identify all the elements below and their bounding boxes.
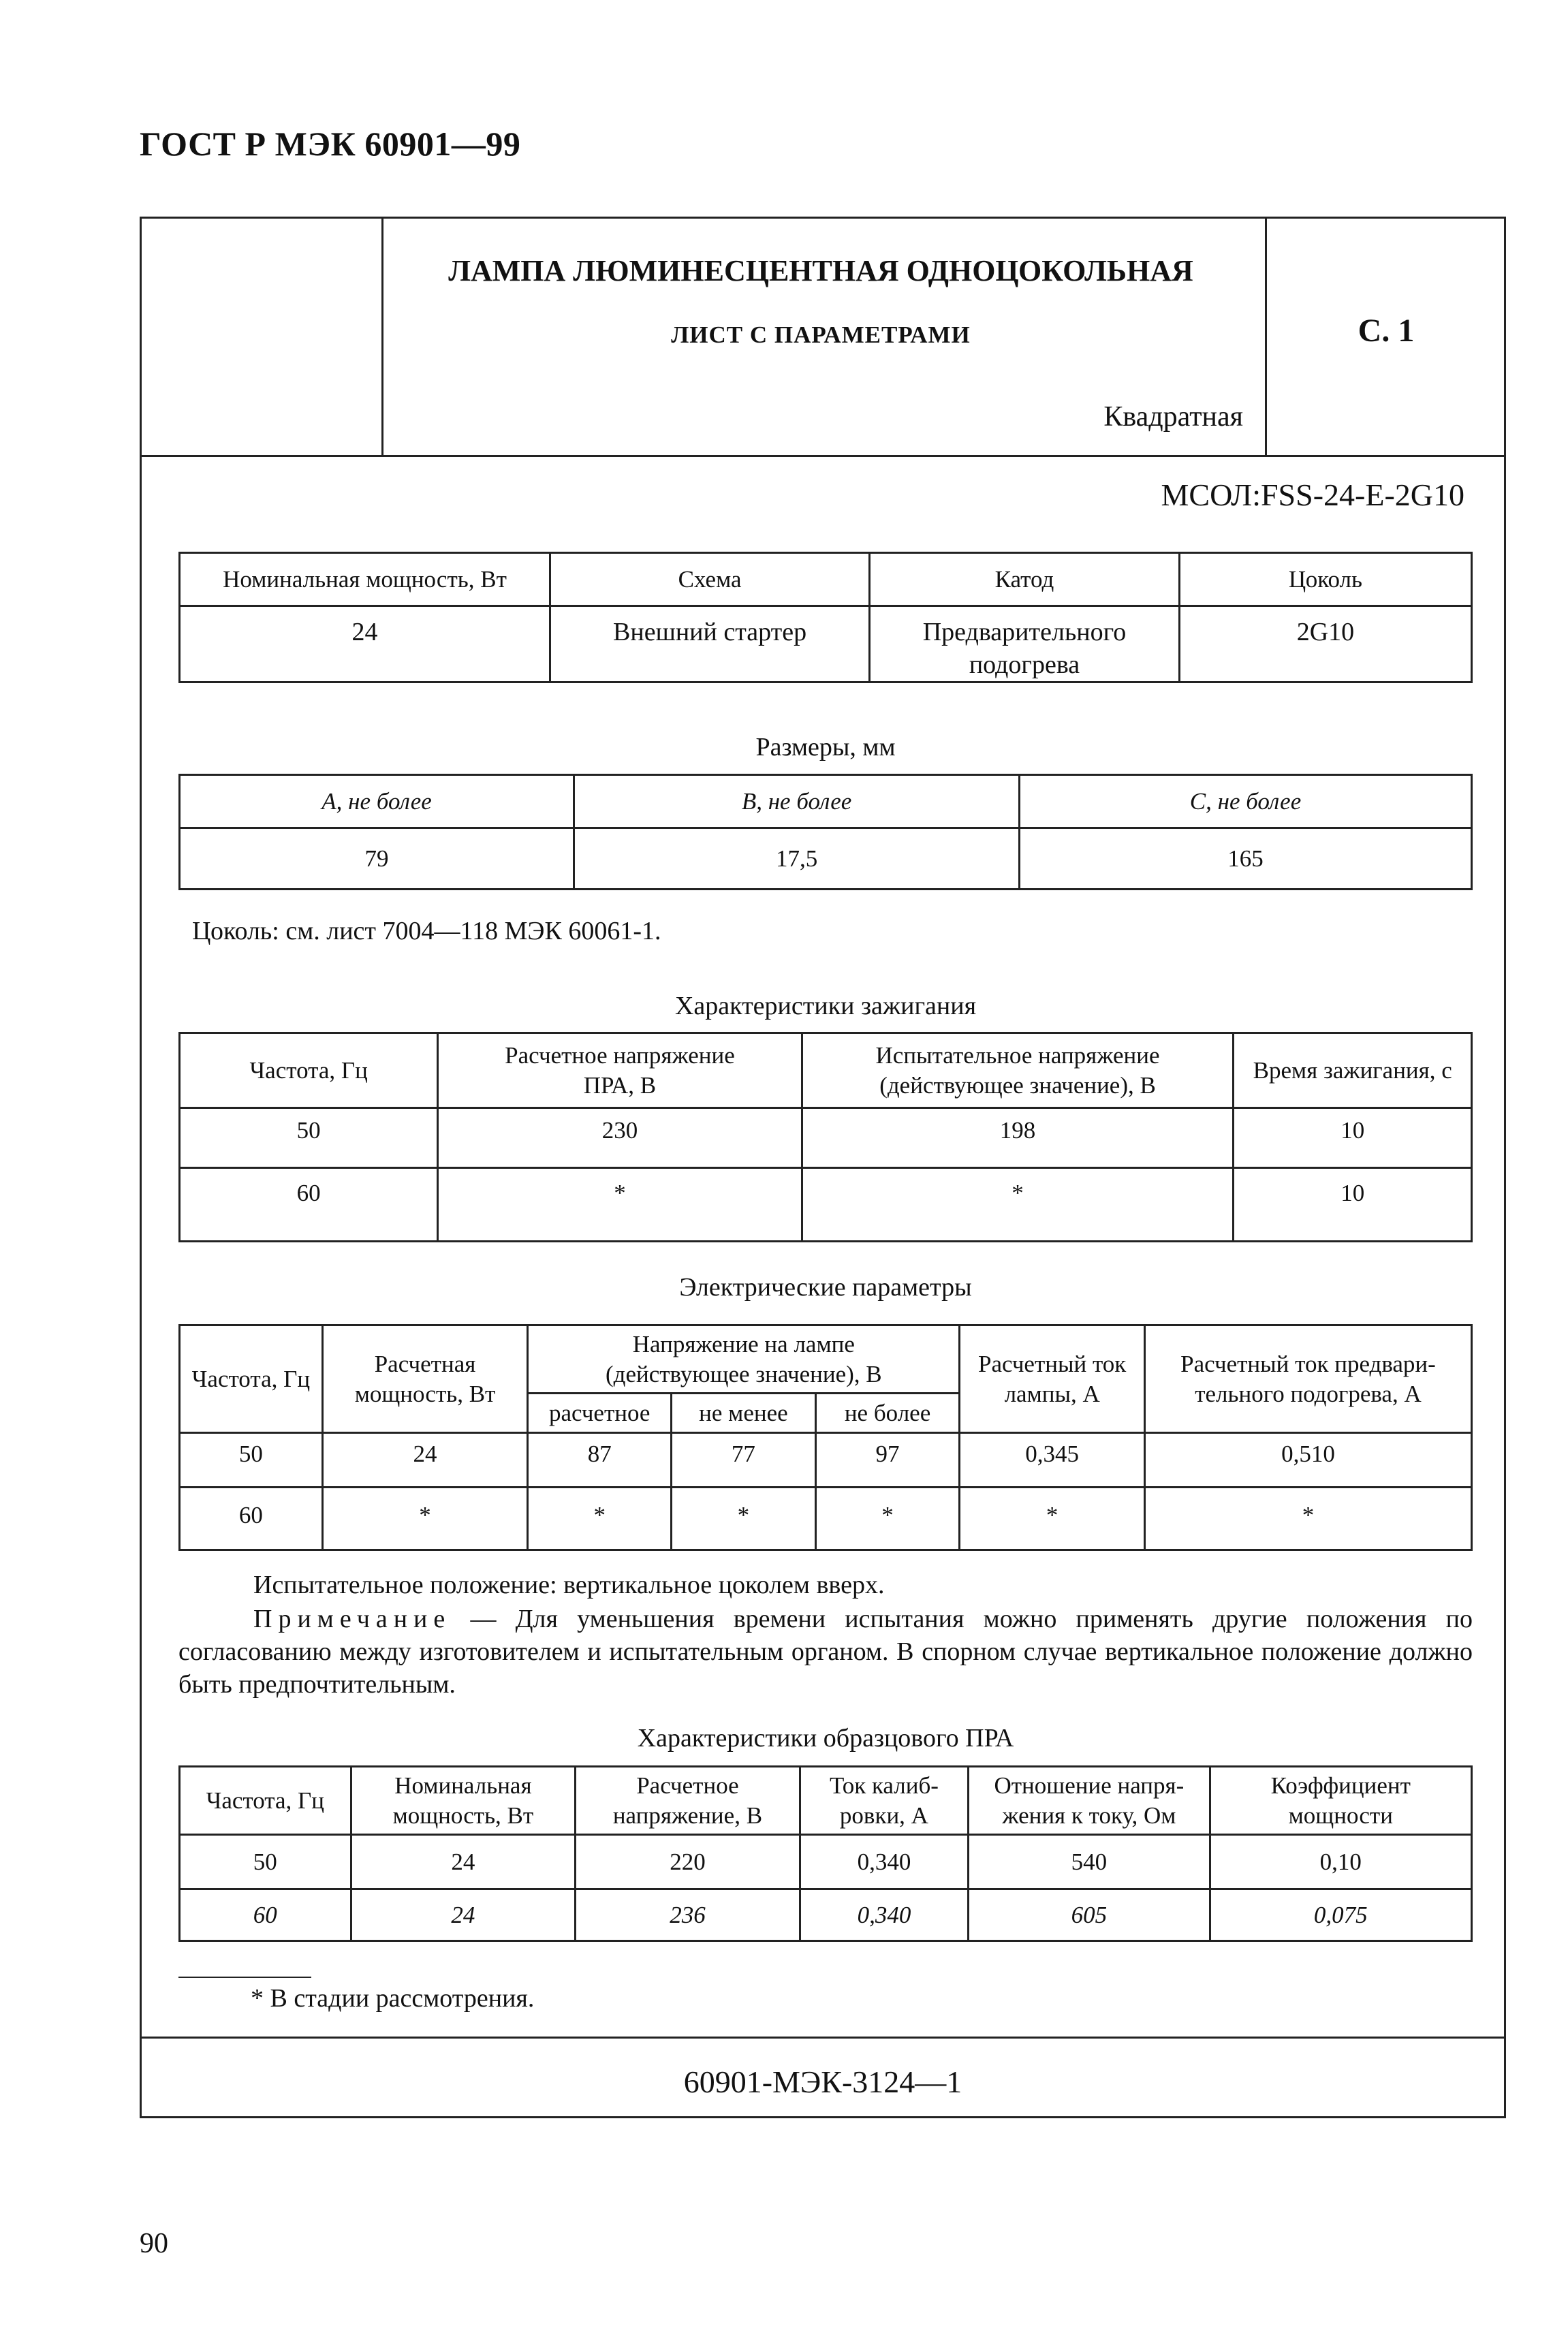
table-cell: 0,075 xyxy=(1210,1889,1471,1941)
header-cell: не менее xyxy=(672,1394,816,1433)
table-cell: 10 xyxy=(1234,1108,1472,1168)
table-cell: * xyxy=(672,1488,816,1550)
lamp-shape: Квадратная xyxy=(1103,401,1243,433)
header-cell: Частота, Гц xyxy=(180,1325,323,1433)
table-cell: * xyxy=(960,1488,1145,1550)
header-cell: Частота, Гц xyxy=(180,1033,438,1108)
header-cell: Ток калибровки, А xyxy=(800,1767,969,1835)
table-cell: 24 xyxy=(351,1889,576,1941)
table-cell: * xyxy=(438,1168,802,1242)
table-cell: 50 xyxy=(180,1835,351,1889)
footer-code: 60901-МЭК-3124—1 xyxy=(683,2064,962,2099)
header-cell: Расчетная мощность, Вт xyxy=(322,1325,528,1433)
table-cell: 79 xyxy=(180,828,574,890)
table-cell: 165 xyxy=(1020,828,1472,890)
header-cell: C, не более xyxy=(1020,775,1472,828)
header-cell: Расчетное напряжение, В xyxy=(576,1767,800,1835)
header-cell: Номинальная мощность, Вт xyxy=(180,553,550,606)
header-cell: Частота, Гц xyxy=(180,1767,351,1835)
header-cell: Отношение напряжения к току, Ом xyxy=(969,1767,1210,1835)
table-cell: 77 xyxy=(672,1433,816,1488)
table-cell: 0,340 xyxy=(800,1889,969,1941)
header-cell: Расчетный ток предварительного подогрева, А xyxy=(1144,1325,1471,1433)
ignition-caption: Характеристики зажигания xyxy=(674,992,977,1020)
table-cell: 60 xyxy=(180,1889,351,1941)
note-label: Примечание xyxy=(253,1605,452,1633)
ballast-table xyxy=(178,1765,1473,1942)
table-cell: 60 xyxy=(180,1488,323,1550)
header-cell: Напряжение на лампе (действующее значение), В xyxy=(528,1325,960,1394)
table-cell: * xyxy=(1144,1488,1471,1550)
header-cell: расчетное xyxy=(528,1394,672,1433)
footnote: * В стадии рассмотрения. xyxy=(251,1984,535,2013)
table-cell: 24 xyxy=(351,1835,576,1889)
table-cell: 198 xyxy=(802,1108,1234,1168)
sheet-subtitle: ЛИСТ С ПАРАМЕТРАМИ xyxy=(671,321,971,348)
sheet-title: ЛАМПА ЛЮМИНЕСЦЕНТНАЯ ОДНОЦОКОЛЬНАЯ xyxy=(448,254,1193,287)
ignition-table xyxy=(178,1032,1473,1242)
lamp-code: МСОЛ:FSS-24-E-2G10 xyxy=(1161,477,1464,512)
header-cell: Коэффициент мощности xyxy=(1210,1767,1471,1835)
page-number: 90 xyxy=(140,2228,168,2259)
footer-top-rule xyxy=(140,2037,1506,2039)
header-cell: Время зажигания, с xyxy=(1234,1033,1472,1108)
dimensions-table xyxy=(178,774,1473,890)
electrical-table xyxy=(178,1324,1473,1551)
table-cell: 24 xyxy=(322,1433,528,1488)
test-position: Испытательное положение: вертикальное цоколем вверх. xyxy=(253,1571,885,1599)
table-cell: 50 xyxy=(180,1433,323,1488)
sheet-number: С. 1 xyxy=(1358,313,1415,349)
electrical-caption: Электрические параметры xyxy=(679,1273,972,1302)
standard-header: ГОСТ Р МЭК 60901—99 xyxy=(140,125,521,163)
table-cell: 0,340 xyxy=(800,1835,969,1889)
table-cell: 17,5 xyxy=(574,828,1020,890)
header-cell: Схема xyxy=(550,553,870,606)
table-cell: * xyxy=(322,1488,528,1550)
table-cell: 230 xyxy=(438,1108,802,1168)
table-cell: 24 xyxy=(180,606,550,682)
header-cell: Цоколь xyxy=(1179,553,1471,606)
table-cell: 50 xyxy=(180,1108,438,1168)
header-cell: A, не более xyxy=(180,775,574,828)
table-cell: 10 xyxy=(1234,1168,1472,1242)
header-bottom-rule xyxy=(140,455,1506,457)
table-cell: 2G10 xyxy=(1179,606,1471,682)
table-cell: 87 xyxy=(528,1433,672,1488)
table-cell: 0,345 xyxy=(960,1433,1145,1488)
table-cell: Предварительного подогрева xyxy=(870,606,1180,682)
table-cell: * xyxy=(528,1488,672,1550)
main-parameters-table xyxy=(178,552,1473,683)
table-cell: 236 xyxy=(576,1889,800,1941)
table-cell: 605 xyxy=(969,1889,1210,1941)
table-cell: * xyxy=(815,1488,960,1550)
header-cell: Расчетный ток лампы, А xyxy=(960,1325,1145,1433)
table-cell: 540 xyxy=(969,1835,1210,1889)
ballast-caption: Характеристики образцового ПРА xyxy=(637,1724,1014,1753)
table-cell: 60 xyxy=(180,1168,438,1242)
table-cell: 0,10 xyxy=(1210,1835,1471,1889)
table-cell: 0,510 xyxy=(1144,1433,1471,1488)
table-cell: Внешний стартер xyxy=(550,606,870,682)
table-cell: 97 xyxy=(815,1433,960,1488)
header-cell: B, не более xyxy=(574,775,1020,828)
header-cell: Катод xyxy=(870,553,1180,606)
note-paragraph xyxy=(178,1603,1473,1701)
header-cell: Испытательное напряжение (действующее значение), В xyxy=(802,1033,1234,1108)
note-text: — Для уменьшения времени испытания можно применять другие положения по согласованию между изготовителем и испытательным органом. В спорном случае вертикальное положение должно быть предпочтительным. xyxy=(178,1605,1473,1699)
table-cell: * xyxy=(802,1168,1234,1242)
header-cell: не более xyxy=(815,1394,960,1433)
base-note: Цоколь: см. лист 7004—118 МЭК 60061-1. xyxy=(192,917,661,945)
header-cell: Расчетное напряжение ПРА, В xyxy=(438,1033,802,1108)
table-cell: 220 xyxy=(576,1835,800,1889)
footnote-rule xyxy=(178,1977,311,1978)
dimensions-caption: Размеры, мм xyxy=(755,733,896,761)
header-cell: Номинальная мощность, Вт xyxy=(351,1767,576,1835)
